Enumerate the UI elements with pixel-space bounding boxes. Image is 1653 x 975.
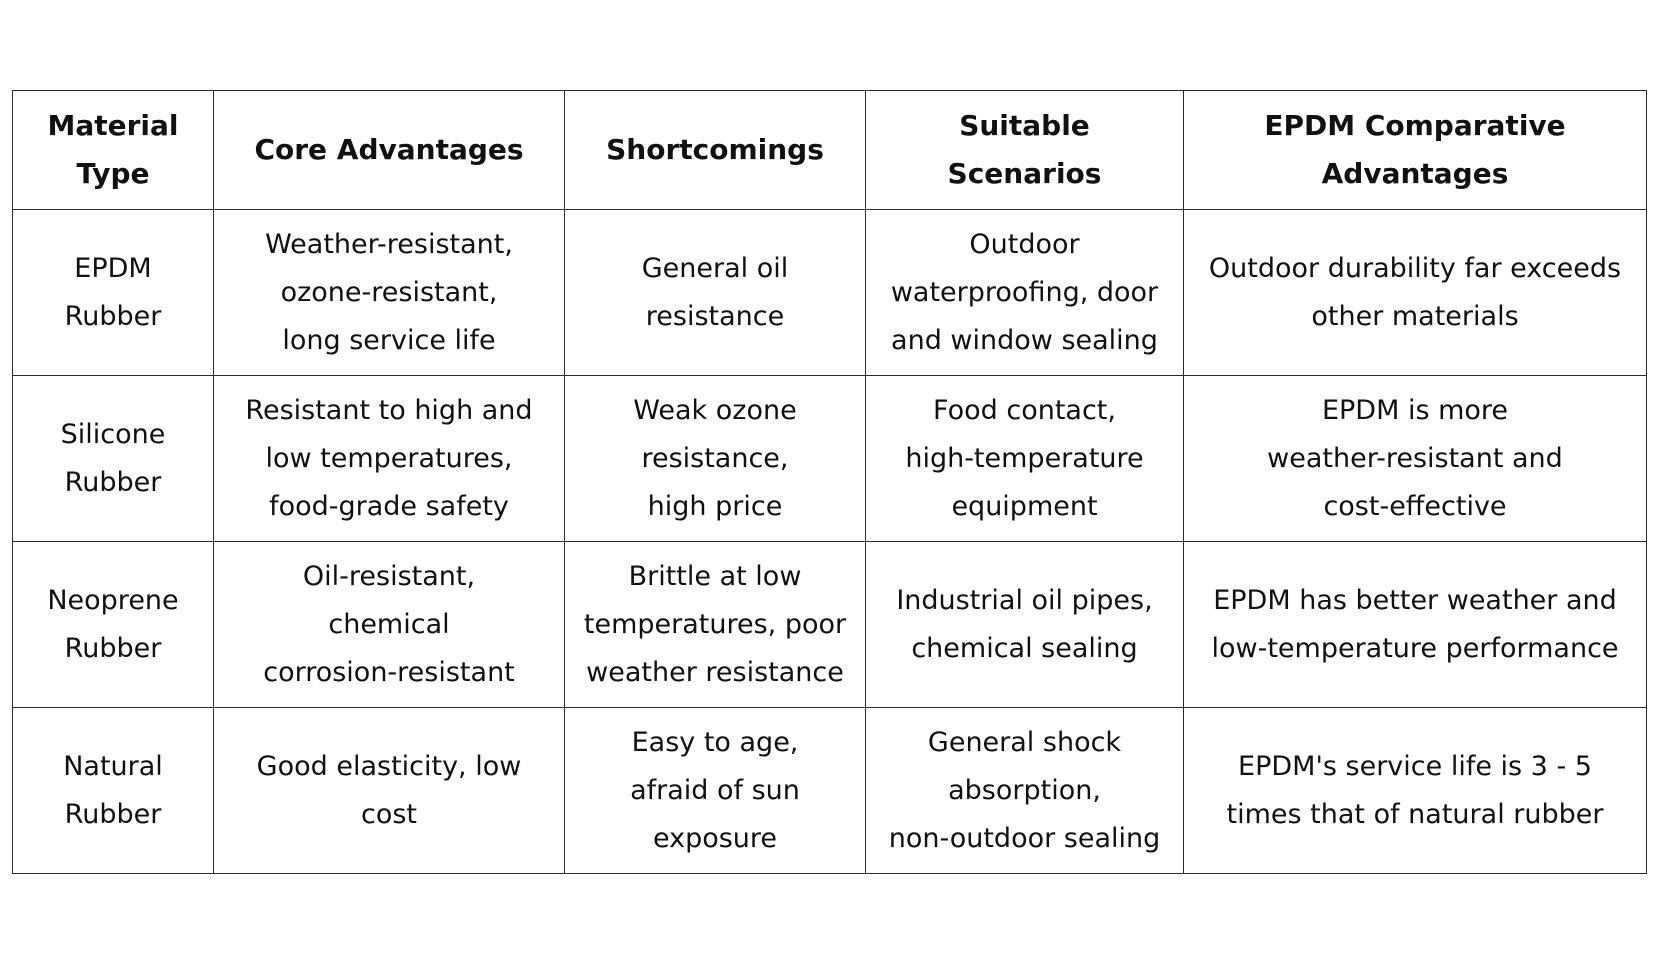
cell-shortcomings: Easy to age, afraid of sun exposure (565, 708, 866, 874)
material-comparison-table (12, 90, 1647, 874)
cell-shortcomings: Brittle at low temperatures, poor weather resistance (565, 542, 866, 708)
cell-suitable-scenarios: Outdoor waterproofing, door and window sealing (866, 210, 1184, 376)
cell-material-type: EPDM Rubber (13, 210, 214, 376)
comparison-table-container (12, 90, 1646, 874)
cell-material-type: Neoprene Rubber (13, 542, 214, 708)
cell-core-advantages: Good elasticity, low cost (214, 708, 565, 874)
table-row (13, 542, 1647, 708)
cell-core-advantages: Weather-resistant, ozone-resistant, long service life (214, 210, 565, 376)
cell-core-advantages: Resistant to high and low temperatures, food-grade safety (214, 376, 565, 542)
header-epdm-comparative-advantages: EPDM Comparative Advantages (1184, 91, 1647, 210)
cell-suitable-scenarios: Industrial oil pipes, chemical sealing (866, 542, 1184, 708)
header-material-type: Material Type (13, 91, 214, 210)
cell-suitable-scenarios: Food contact, high-temperature equipment (866, 376, 1184, 542)
cell-suitable-scenarios: General shock absorption, non-outdoor sealing (866, 708, 1184, 874)
cell-shortcomings: General oil resistance (565, 210, 866, 376)
header-core-advantages: Core Advantages (214, 91, 565, 210)
cell-material-type: Silicone Rubber (13, 376, 214, 542)
header-shortcomings: Shortcomings (565, 91, 866, 210)
cell-epdm-comparative-advantages: EPDM has better weather and low-temperature performance (1184, 542, 1647, 708)
table-row (13, 708, 1647, 874)
table-header-row (13, 91, 1647, 210)
cell-epdm-comparative-advantages: EPDM's service life is 3 - 5 times that of natural rubber (1184, 708, 1647, 874)
cell-core-advantages: Oil-resistant, chemical corrosion-resistant (214, 542, 565, 708)
table-row (13, 376, 1647, 542)
cell-epdm-comparative-advantages: EPDM is more weather-resistant and cost-effective (1184, 376, 1647, 542)
table-row (13, 210, 1647, 376)
cell-material-type: Natural Rubber (13, 708, 214, 874)
header-suitable-scenarios: Suitable Scenarios (866, 91, 1184, 210)
cell-shortcomings: Weak ozone resistance, high price (565, 376, 866, 542)
cell-epdm-comparative-advantages: Outdoor durability far exceeds other materials (1184, 210, 1647, 376)
